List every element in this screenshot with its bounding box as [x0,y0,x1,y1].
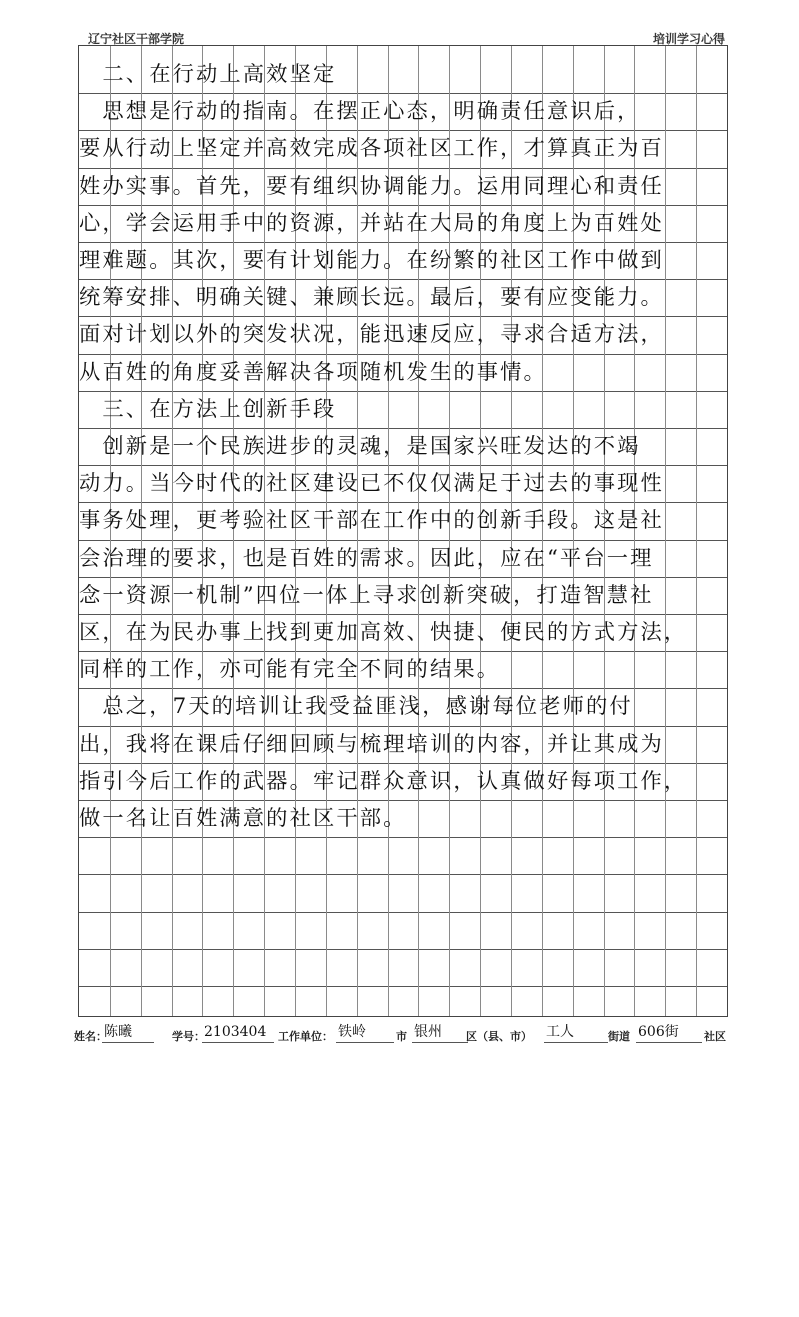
student-info-footer [74,1022,734,1050]
district-value: 银州 [412,1022,468,1043]
text-line: 总之，7天的培训让我受益匪浅，感谢每位老师的付 [79,694,633,719]
text-line: 做一名让百姓满意的社区干部。 [79,806,407,831]
name-label: 姓名： [74,1030,107,1043]
grid-row-line [79,874,727,875]
grid-row-line [79,912,727,913]
student-id-value: 2103404 [202,1022,274,1043]
text-line: 会治理的要求，也是百姓的需求。因此，应在“平台一理 [79,546,654,571]
district-suffix: 区（县、市） [466,1030,532,1043]
school-name-header: 辽宁社区干部学院 [88,32,185,46]
community-suffix: 社区 [704,1030,726,1043]
text-line: 区，在为民办事上找到更加高效、快捷、便民的方式方法， [79,620,688,645]
text-line: 指引今后工作的武器。牢记群众意识，认真做好每项工作， [79,769,688,794]
text-line: 统筹安排、明确关键、兼顾长远。最后，要有应变能力。 [79,285,664,310]
text-line: 出，我将在课后仔细回顾与梳理培训的内容，并让其成为 [79,732,664,757]
text-line: 创新是一个民族进步的灵魂，是国家兴旺发达的不竭 [79,434,641,459]
text-line: 二、在行动上高效坚定 [79,62,337,87]
text-line: 从百姓的角度妥善解决各项随机发生的事情。 [79,360,547,385]
grid-row-line [79,986,727,987]
street-value: 工人 [544,1022,608,1043]
grid-row-line [79,949,727,950]
street-suffix: 街道 [608,1030,630,1043]
text-line: 同样的工作，亦可能有完全不同的结果。 [79,657,501,682]
text-line: 姓办实事。首先，要有组织协调能力。运用同理心和责任 [79,174,664,199]
community-value: 606街 [636,1022,702,1043]
name-value: 陈曦 [102,1022,154,1043]
text-line: 理难题。其次，要有计划能力。在纷繁的社区工作中做到 [79,248,664,273]
text-line: 思想是行动的指南。在摆正心态，明确责任意识后， [79,99,641,124]
text-line: 动力。当今时代的社区建设已不仅仅满足于过去的事现性 [79,471,664,496]
text-line: 心，学会运用手中的资源，并站在大局的角度上为百姓处 [79,211,664,236]
text-line: 面对计划以外的突发状况，能迅速反应，寻求合适方法， [79,322,664,347]
city-value: 铁岭 [336,1022,394,1043]
text-line: 事务处理，更考验社区干部在工作中的创新手段。这是社 [79,508,664,533]
text-line: 要从行动上坚定并高效完成各项社区工作，才算真正为百 [79,136,664,161]
text-line: 念一资源一机制”四位一体上寻求创新突破，打造智慧社 [79,583,654,608]
city-suffix: 市 [396,1030,407,1043]
writing-sheet [78,45,728,1017]
grid-row-line [79,837,727,838]
text-line: 三、在方法上创新手段 [79,397,337,422]
student-id-label: 学号： [172,1030,205,1043]
work-unit-label: 工作单位： [278,1030,333,1043]
doc-type-header: 培训学习心得 [652,32,725,46]
